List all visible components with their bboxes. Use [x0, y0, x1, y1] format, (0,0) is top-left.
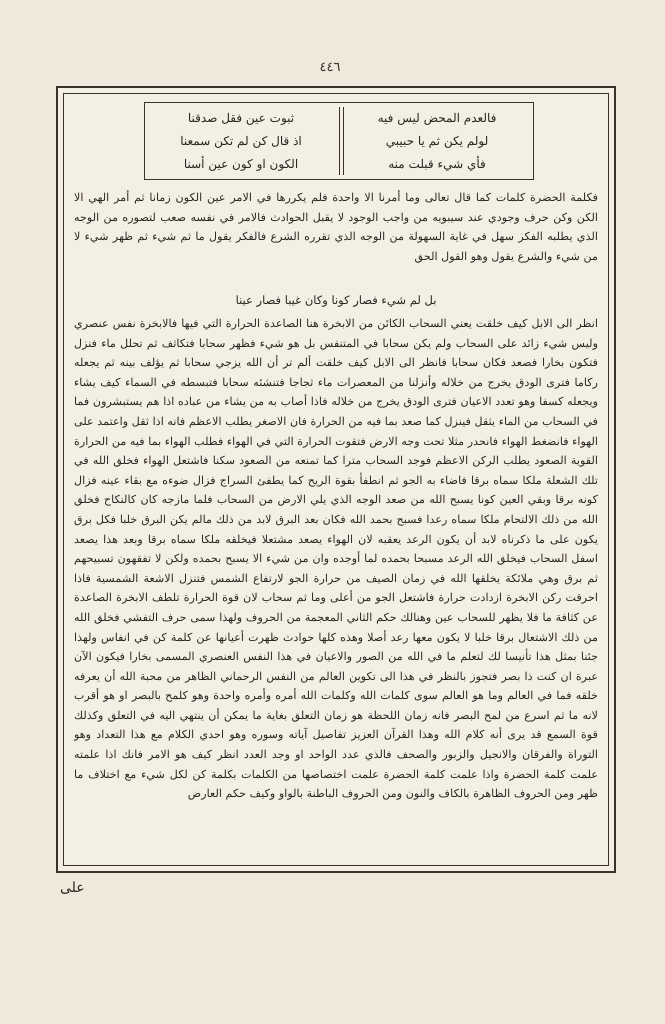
poem-box [144, 102, 534, 180]
catchword: على [60, 880, 85, 896]
paragraph-2: انظر الى الابل كيف خلقت يعني السحاب الكائن من الابخرة هنا الصاعدة الحرارة التي فيها فالابخرة نفس عنصري وليس شيء زائد على السحاب ولم يكن سحابا في المتنفس بل هو شيء فظهر سحابا فتكاثف ثم تحلل ماء فنزل فتكون بخارا فصعد فكان سحابا فانظر الى الابل كيف خلقت ألم تر أن الله يزجي سحابا ثم يؤلف بينه ثم يجعله ركاما فترى الودق يخرج من خلاله وأنزلنا من المعصرات ماء ثجاجا فتنشئه سحابا فتبسطه في السماء كيف يشاء ويجعله كسفا وهو تعدد الاعيان فترى الودق يخرج من خلاله فاذا أصاب به من يشاء من عباده اذا هم يستبشرون فما في السحاب من الماء يثقل فينزل كما صعد بما فيه من الحرارة فان الاصغر يطلب الاعظم فانه اذا ثقل واعتمد على الهواء فانضغط الهواء فانحدر مثلا تحت وجه الارض فتقوت الحرارة التي في الهواء فطلب الهواء بما فيه من الحرارة القوية الصعود يطلب الركن الاعظم فوجد السحاب مترا كما تمنعه من الصعود سكنا فاشتعل الهواء فخلق الله في تلك الشعلة ملكا سماه برقا فاضاء به الجو ثم انطفأ بقوة الريح كما يطفئ السراج فزال ضوءه مع بقاء عينه فزال كونه برقا وبقي العين كونا يسبح الله من صعد الوجه الذي يلي الارض من السحاب فلما مازجه كان كالنكاح فخلق الله من ذلك الالتحام ملكا سماه رعدا فسبح بحمد الله فكان بعد البرق لابد من ذلك مالم يكن البرق خلبا فكل برق يكون على ما ذكرناه لابد أن يكون الرعد يعقبه لان الهواء يصعد مشتعلا فيخلقه ملكا سماه برقا وبعد هذا يصعد اسفل السحاب فيخلق الله الرعد مسبحا بحمده لما أوجده وان من شيء الا يسبح بحمده ولكن لا تفقهون تسبيحهم ثم برق وهي ملائكة يخلقها الله في زمان الصيف من حرارة الجو لارتفاع الشمس فتنزل الاشعة الشمسية فاذا احرقت ركن الابخرة ازدادت حرارة فاشتعل الجو من أعلى وما ثم سحاب لان قوة الحرارة تلطف الابخرة الصاعدة عن كثافة ما فلا يظهر للسحاب عين وهنالك حكم الثاني المعجمة من الحروف ولهذا سمى حرف التفشي فخلق الله من ذلك الاشتعال برقا خلبا لا يكون معها رعد أصلا وهذه كلها حوادث ظهرت أعيانها عن كلمة كن في انفاس ولهذا جئنا بمثل هذا تأنيسا لك لتعلم ما في الله من الصور والاعيان في هذا النفس العنصري المسمى بخارا فيكون الآن عبرة ان كنت ذا بصر فتجوز بالنظر في هذا الى تكوين العالم من النفس الرحماني الظاهر من محبة الله أن يعرفه خلقه فما في العالم وما هو العالم سوى كلمات الله وكلمات الله أمره وأمره واحدة وهو كلمح بالبصر او هو أقرب لانه ما ثم اسرع من لمح البصر فانه زمان اللحظة هو زمان التعلق بغاية ما يمكن أن ينتهي اليه في التعلق وكذلك قوة السمع قد يرى أنه كلام الله وهذا القرآن العزيز تفاصيل آياته وسوره وهو احدي الكلام مع هذا التعداد وهو التوراة والفرقان والانجيل والزبور والصحف فالذي عدد الواحد او وجد العدد انظر كيف هو الامر فانك اذا علمته علمت كلمة الحضرة واذا علمت كلمة الحضرة علمت اختصاصها من الكلمات بكلمة كن لكل شيء مع اختلاف ما ظهر ومن الحروف الظاهرة بالكاف والنون ومن الحروف الباطنة بالواو وكيف حكم العارض [74, 317, 598, 801]
poem-line: لولم يكن ثم يا حبيبي [385, 133, 489, 148]
poem-divider [343, 107, 344, 175]
page-frame-inner [63, 93, 609, 866]
poem-line: فأي شيء قبلت منه [388, 156, 486, 171]
poem-left-hemistichs [151, 107, 331, 175]
poem-line: فالعدم المحض ليس فيه [377, 111, 497, 126]
poem-line: اذ قال كن لم تكن سمعنا [180, 133, 302, 148]
poem-line: الكون او كون عين أسنا [183, 156, 299, 171]
centered-verse: بل لم شيء فصار كونا وكان غيبا فصار عينا [235, 293, 437, 307]
poem-right-hemistichs [347, 107, 527, 175]
poem-divider [339, 107, 340, 175]
paragraph-1: فكلمة الحضرة كلمات كما قال تعالى وما أمرنا الا واحدة فلم يكررها في الامر عين الكون زمانا ثم أمر الهي الا الكن وكن حرف وجودي عند سيبويه من واجب الوجود لا يقبل الحوادث فالامر في نفسه صعب لتصوره من الوجه الذي يطلبه الفكر سهل في غاية السهولة من الوجه الذي تقرره الشرع فالفكر يقول ما ثم شيء ثم ظهر شيء لا من شيء والشرع يقول وهو القول الحق [74, 191, 598, 263]
poem-line: ثبوت عين فقل صدقنا [187, 111, 295, 126]
page-frame [56, 86, 616, 873]
page-number: ٤٤٦ [319, 60, 341, 75]
